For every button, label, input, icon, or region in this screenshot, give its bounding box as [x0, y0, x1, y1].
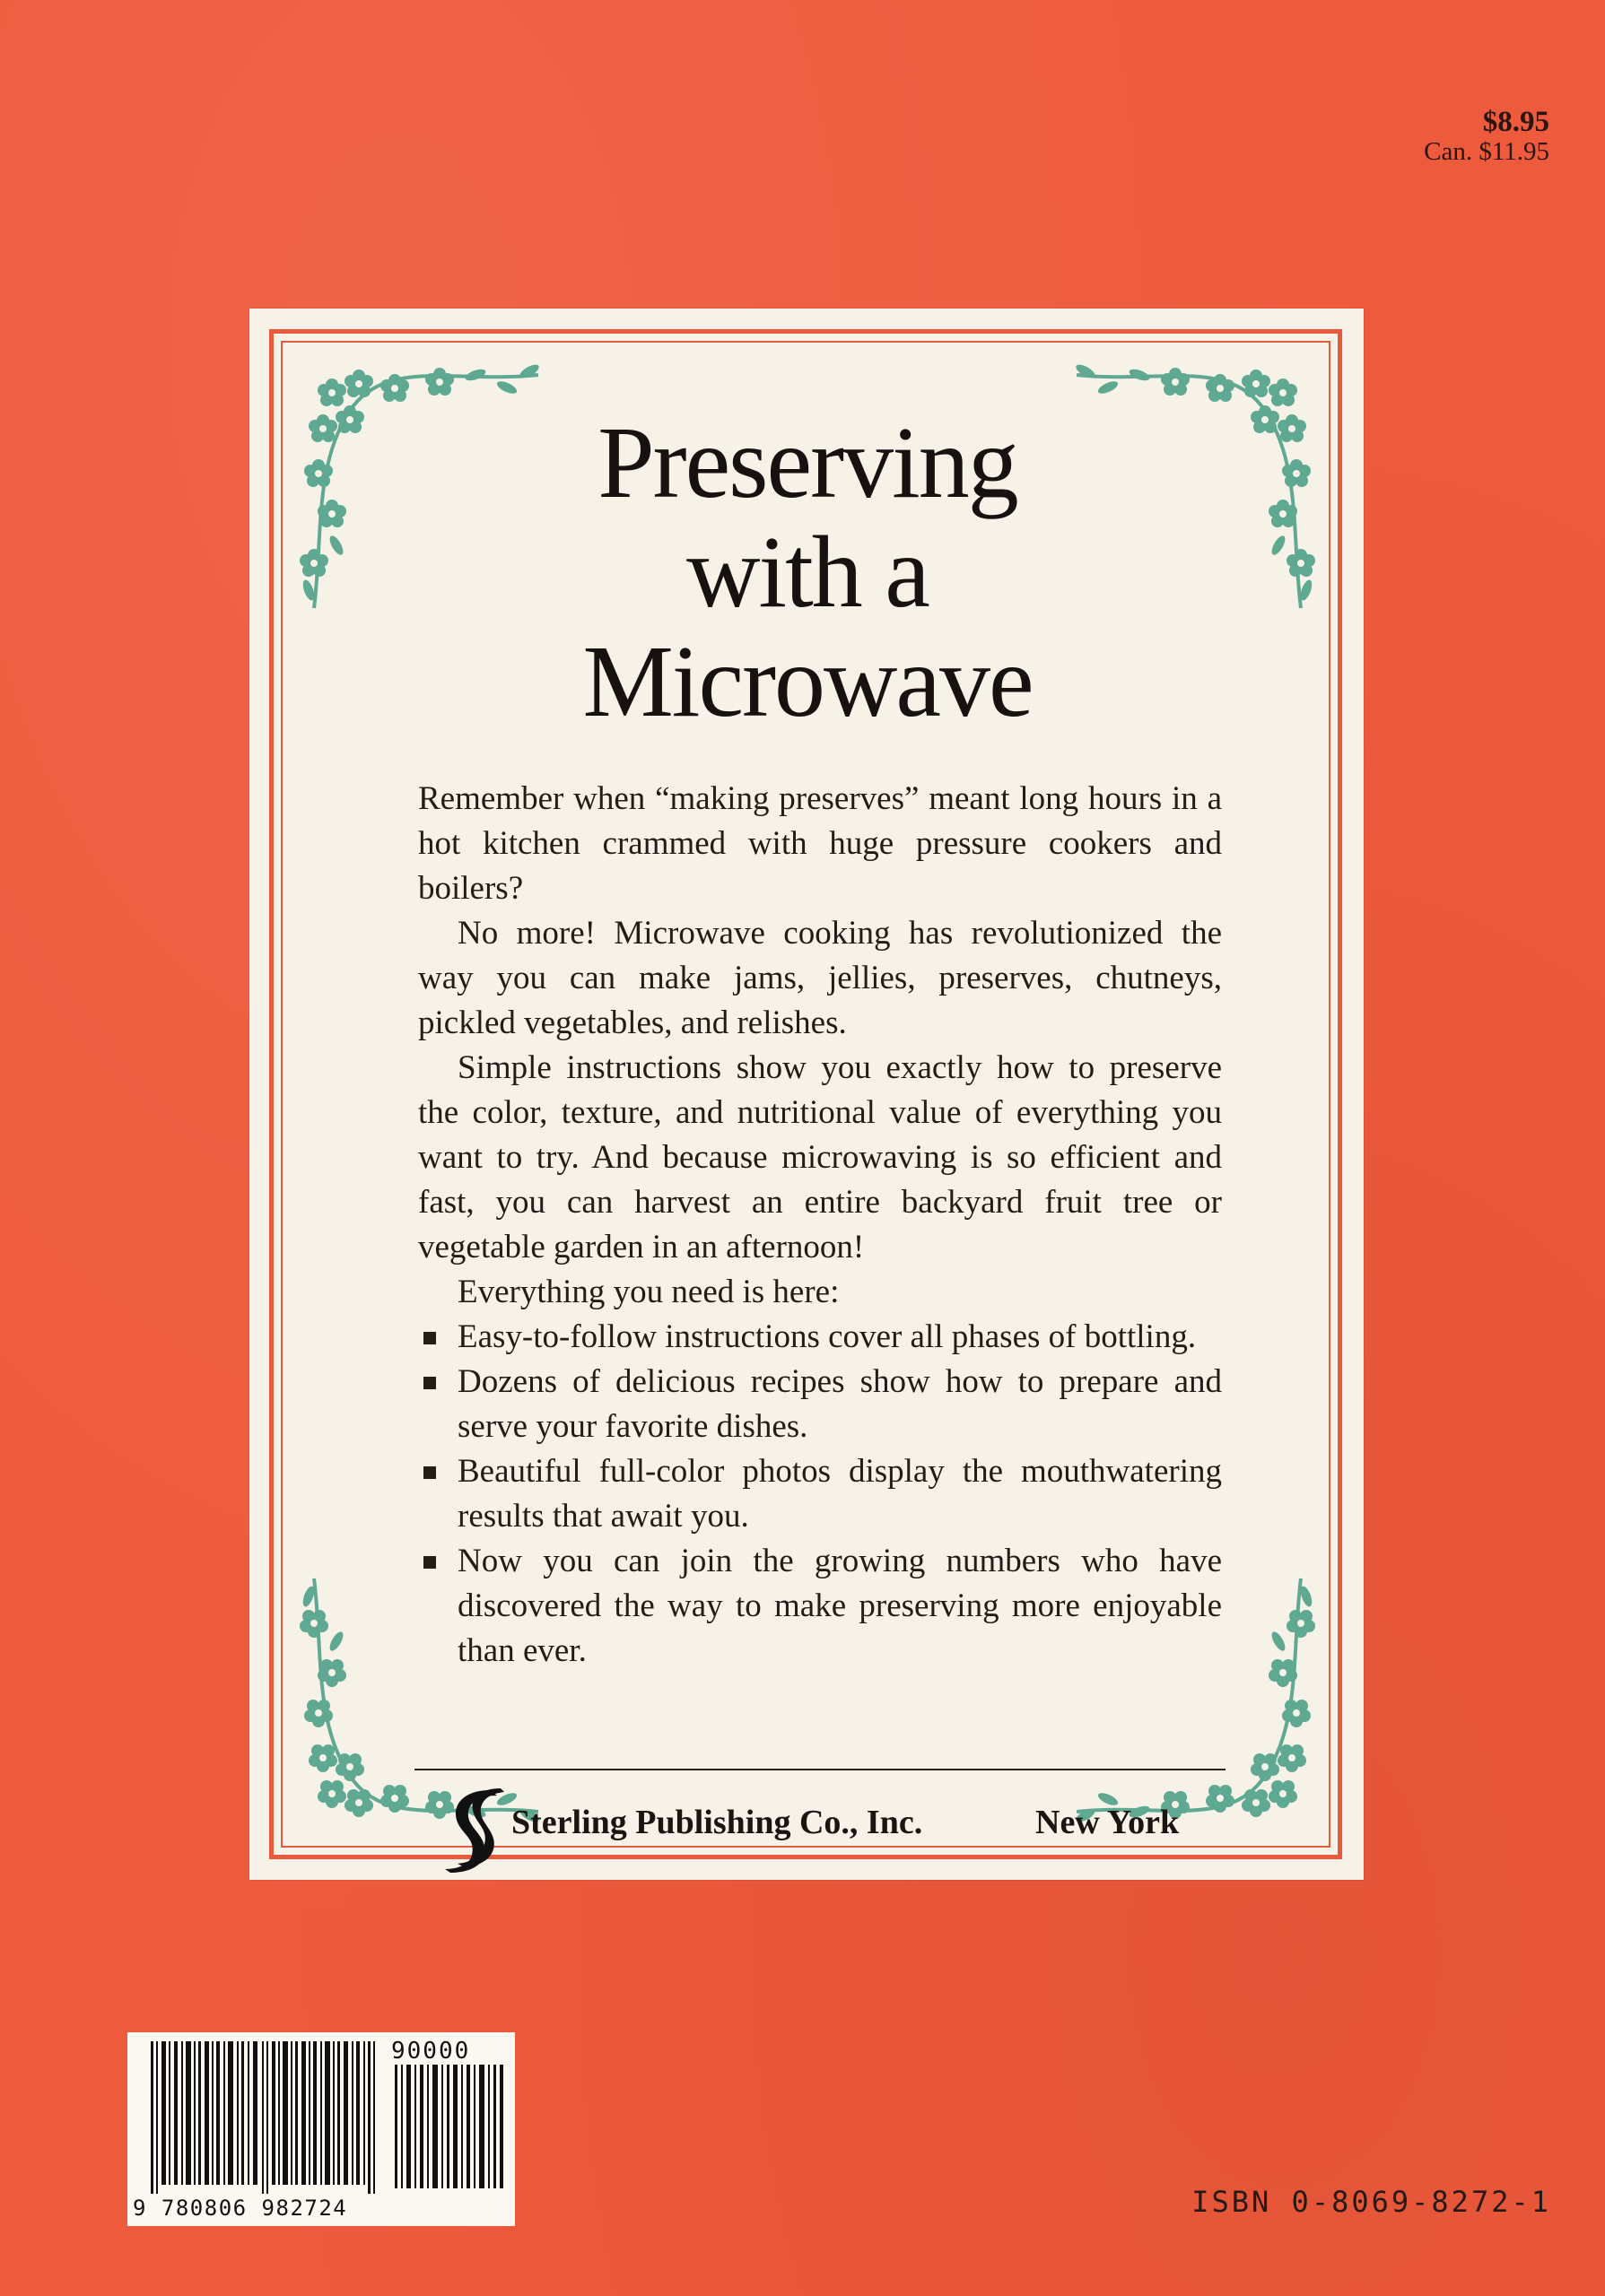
bullet-square-icon	[423, 1466, 436, 1479]
bullet-square-icon	[423, 1332, 436, 1344]
blurb-paragraph-2: No more! Microwave cooking has revolutionized the way you can make jams, jellies, preserves, chutneys, pickled vegetables, and relishes.	[418, 915, 1222, 1041]
list-item	[418, 1449, 1222, 1539]
isbn-number: ISBN 0-8069-8272-1	[1191, 2185, 1551, 2219]
list-item	[418, 1539, 1222, 1674]
barcode-addon-icon	[395, 2065, 506, 2188]
barcode-digits: 9 780806 982724	[133, 2196, 348, 2221]
title-line-2: with a	[686, 515, 929, 629]
bullet-square-icon	[423, 1556, 436, 1569]
book-title	[395, 405, 1220, 738]
list-item-text: Dozens of delicious recipes show how to prepare and serve your favorite dishes.	[458, 1363, 1222, 1445]
title-line-3: Microwave	[582, 624, 1033, 738]
price-canada: Can. $11.95	[1424, 137, 1549, 167]
blurb-paragraph-1: Remember when “making preserves” meant long hours in a hot kitchen crammed with huge pressure cookers and boilers?	[418, 780, 1222, 907]
title-line-1: Preserving	[598, 405, 1017, 519]
feature-list	[418, 1315, 1222, 1674]
publisher-divider	[414, 1769, 1226, 1770]
list-item-text: Beautiful full-color photos display the mouthwatering results that await you.	[458, 1453, 1222, 1535]
bullet-square-icon	[423, 1377, 436, 1389]
list-item-text: Easy-to-follow instructions cover all phases of bottling.	[458, 1318, 1197, 1355]
publisher-city: New York	[1035, 1804, 1180, 1841]
price-block	[1424, 106, 1549, 167]
publisher-name: Sterling Publishing Co., Inc.	[511, 1804, 923, 1841]
list-item	[418, 1315, 1222, 1360]
blurb-text	[418, 777, 1222, 1674]
sterling-s-logo-icon	[438, 1787, 506, 1873]
list-item	[418, 1360, 1222, 1449]
blurb-paragraph-4: Everything you need is here:	[458, 1274, 840, 1310]
list-item-text: Now you can join the growing numbers who have discovered the way to make preserving more enjoyable than ever.	[458, 1543, 1222, 1669]
barcode-icon	[151, 2041, 384, 2194]
blurb-paragraph-3: Simple instructions show you exactly how to preserve the color, texture, and nutritional value of everything you want to try. And because microwaving is so efficient and fast, you can harvest an entire backyard fruit tree or vegetable garden in an afternoon!	[418, 1049, 1222, 1265]
barcode-addon-number: 90000	[391, 2038, 471, 2065]
price-us: $8.95	[1482, 106, 1549, 138]
